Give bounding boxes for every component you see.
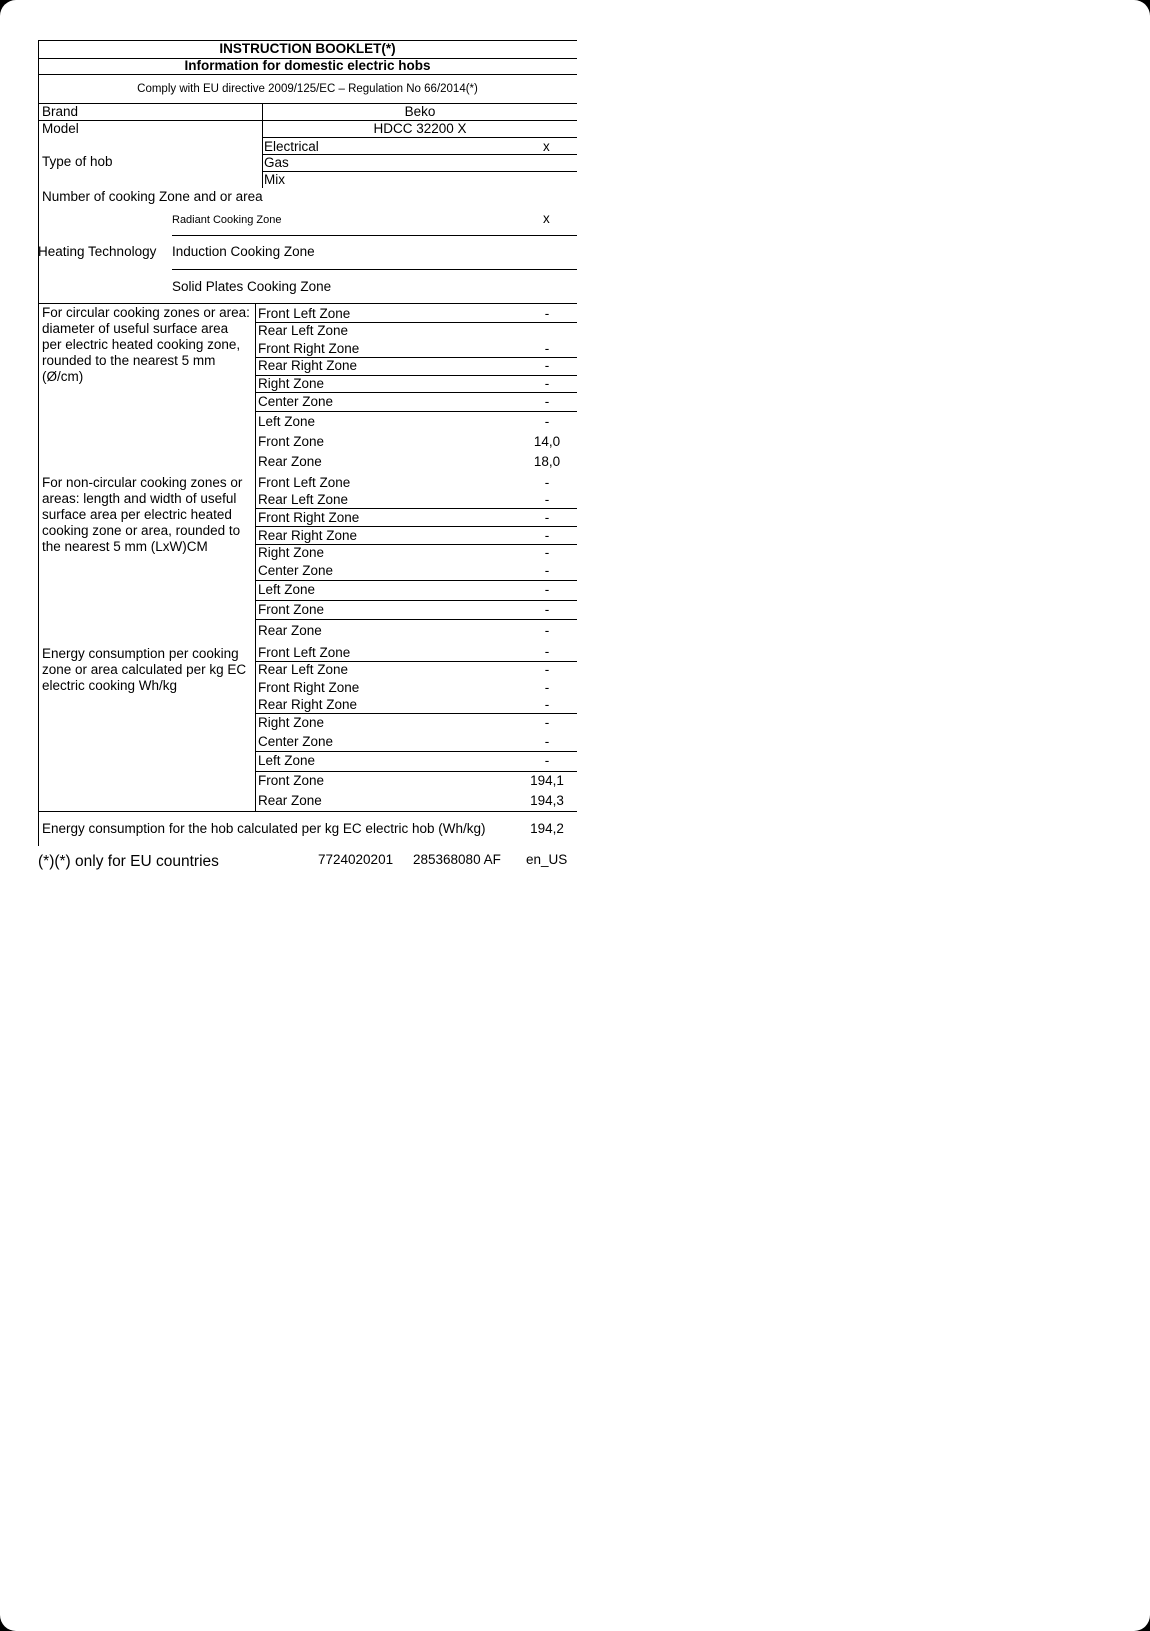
zone-name: Rear Zone [258,793,322,808]
zone-value: - [544,582,550,597]
zone-name: Center Zone [258,394,334,409]
noncircular-zones-label: For non-circular cooking zones or areas: length and width of useful surface area per electric heated cooking zone or area, rounded to the nearest 5 mm (LxW)CM [42,475,243,554]
zone-name: Front Zone [258,434,325,449]
zone-value: - [544,697,550,712]
hob-type-gas: Gas [264,155,289,170]
heating-induction: Induction Cooking Zone [172,244,315,259]
zone-name: Right Zone [258,376,325,391]
zone-name: Front Zone [258,773,325,788]
directive-text: Comply with EU directive 2009/125/EC – Regulation No 66/2014(*) [137,83,478,95]
zone-name: Rear Right Zone [258,528,358,543]
zone-value: 194,3 [530,793,564,808]
zone-name: Front Right Zone [258,341,360,356]
zone-value: 18,0 [533,454,561,469]
zone-name: Rear Left Zone [258,492,349,507]
zone-value: - [544,753,550,768]
zone-value: - [544,602,550,617]
zone-name: Front Left Zone [258,306,351,321]
zone-value: - [544,680,550,695]
zone-name: Front Right Zone [258,680,360,695]
zone-value: - [544,528,550,543]
zone-name: Right Zone [258,545,325,560]
hob-type-mix: Mix [264,172,285,187]
zone-value: - [544,623,550,638]
zone-value: - [544,358,550,373]
energy-per-zone-label: Energy consumption per cooking zone or area calculated per kg EC electric cooking Wh/kg [42,646,247,693]
zone-value: - [544,414,550,429]
zone-name: Right Zone [258,715,325,730]
hob-energy-value: 194,2 [530,821,564,836]
zone-name: Front Zone [258,602,325,617]
zone-name: Rear Right Zone [258,358,358,373]
zone-name: Rear Zone [258,623,322,638]
zone-value: - [544,376,550,391]
zone-name: Rear Right Zone [258,697,358,712]
hob-energy-label: Energy consumption for the hob calculated per kg EC electric hob (Wh/kg) [42,821,486,836]
zone-name: Left Zone [258,753,316,768]
zone-value: - [544,306,550,321]
zone-value: - [544,492,550,507]
model-value: HDCC 32200 X [373,121,467,136]
zone-name: Left Zone [258,582,316,597]
footer-note: (*)(*) only for EU countries [38,853,219,870]
model-label: Model [42,121,79,136]
heating-radiant: Radiant Cooking Zone [172,214,282,226]
zone-name: Front Left Zone [258,475,351,490]
zone-value: 14,0 [533,434,561,449]
hob-type-electrical-mark: x [543,139,550,154]
zone-value: - [544,662,550,677]
zone-value: - [544,394,550,409]
zone-value: - [544,545,550,560]
zone-value: - [544,510,550,525]
zone-value: - [544,475,550,490]
footer-locale: en_US [526,852,568,867]
booklet-subtitle: Information for domestic electric hobs [184,58,431,73]
zone-name: Rear Left Zone [258,323,349,338]
hob-type-label: Type of hob [42,154,113,169]
zone-value: - [544,563,550,578]
zone-value: - [544,734,550,749]
circular-zones-label: For circular cooking zones or area: diameter of useful surface area per electric heated cooking zone, rounded to the nearest 5 mm (Ø/cm) [42,305,250,384]
zone-name: Rear Left Zone [258,662,349,677]
zone-name: Center Zone [258,734,334,749]
hob-type-electrical: Electrical [264,139,319,154]
zone-value: - [544,644,550,659]
zone-name: Front Left Zone [258,645,351,660]
heating-solid-plates: Solid Plates Cooking Zone [172,279,332,294]
num-zones-label: Number of cooking Zone and or area [42,189,263,204]
heating-radiant-mark: x [543,211,550,226]
zone-name: Center Zone [258,563,334,578]
zone-value: - [544,715,550,730]
zone-name: Rear Zone [258,454,322,469]
booklet-title: INSTRUCTION BOOKLET(*) [219,41,396,56]
footer-code-2: 285368080 AF [413,852,501,867]
footer-code-1: 7724020201 [318,852,394,867]
brand-label: Brand [42,104,79,119]
zone-value: 194,1 [530,773,564,788]
zone-value: - [544,341,550,356]
brand-value: Beko [404,104,436,119]
zone-name: Left Zone [258,414,316,429]
zone-name: Front Right Zone [258,510,360,525]
heating-technology-label: Heating Technology [38,244,157,259]
